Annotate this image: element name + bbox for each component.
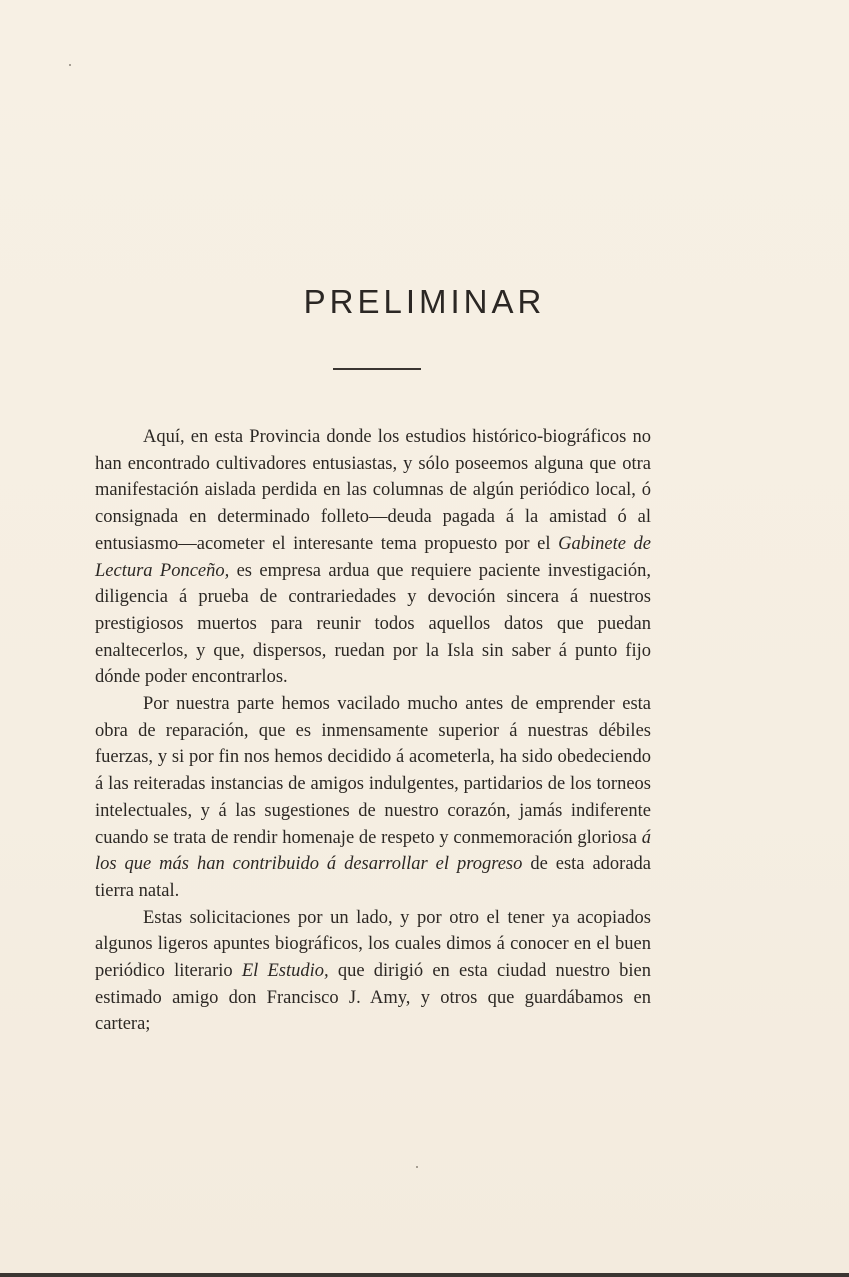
italic-segment: El Estudio, xyxy=(241,961,329,982)
page-bottom-edge xyxy=(0,1273,849,1277)
body-text xyxy=(95,424,651,1038)
paragraph-3 xyxy=(95,905,651,1039)
text-segment: de esta adorada tierra natal. xyxy=(95,854,651,901)
text-segment: Aquí, en esta Provincia donde los estudios histórico-biográficos no han encontrado cultivadores entusiastas, y sólo poseemos alguna que otra manifestación aislada perdida en las columnas de algún periódico local, ó consignada en determinado folleto—deuda pagada á la amistad ó al entusiasmo—acometer el interesante tema propuesto por el xyxy=(95,427,651,554)
paper-speck xyxy=(69,64,71,66)
text-segment: es empresa ardua que requiere paciente investigación, diligencia á prueba de contrariedades y devoción sincera á nuestros prestigiosos muertos para reunir todos aquellos datos que puedan enaltecerlos, y que, dispersos, ruedan por la Isla sin saber á punto fijo dónde poder encontrarlos. xyxy=(95,560,651,688)
title-rule xyxy=(333,368,421,370)
text-segment: Por nuestra parte hemos vacilado mucho antes de emprender esta obra de reparación, que es inmensamente superior á nuestras débiles fuerzas, y si por fin nos hemos decidido á acometerla, ha sido obedeciendo á las reiteradas instancias de amigos indulgentes, partidarios de los torneos intelectuales, y á las sugestiones de nuestro corazón, jamás indiferente cuando se trata de rendir homenaje de respeto y conmemoración gloriosa xyxy=(95,694,651,848)
italic-segment: á los que más han contribuido á desarrollar el progreso xyxy=(95,827,651,875)
paragraph-1 xyxy=(95,424,651,691)
italic-segment: Gabinete de Lectura Ponceño, xyxy=(95,533,651,581)
text-segment: que dirigió en esta ciudad nuestro bien estimado amigo don Francisco J. Amy, y otros que guardábamos en cartera; xyxy=(95,961,651,1035)
paper-speck xyxy=(416,1166,418,1168)
page-title: PRELIMINAR xyxy=(303,283,546,320)
paragraph-2 xyxy=(95,691,651,905)
text-segment: Estas solicitaciones por un lado, y por otro el tener ya acopiados algunos ligeros apuntes biográficos, los cuales dimos á conocer en el buen periódico literario xyxy=(95,907,651,982)
